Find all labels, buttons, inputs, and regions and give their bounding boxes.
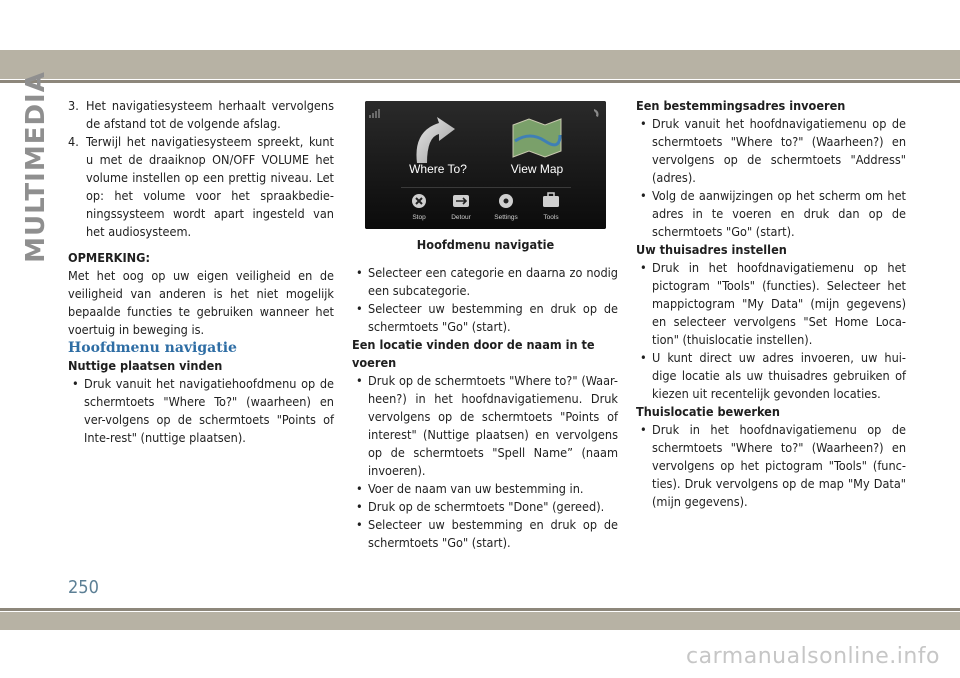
step-3: 3. Het navigatiesysteem herhaalt vervolgens de afstand tot de volgende afslag. xyxy=(68,98,334,131)
bullet-item: • Druk vanuit het navigatiehoofdmenu op de schermtoets "Where To?" (waarheen) en ver-volgens op de schermtoets "Points of Inte-rest" (nuttige plaatsen). xyxy=(72,376,334,445)
settings-icon xyxy=(499,194,513,208)
step-4: 4. Terwijl het navigatiesysteem spreekt, kunt u met de draaiknop ON/OFF VOLUME het volume instellen op een prettig niveau. Let op: het volume voor het spraakbedie-ningssysteem wordt apart ingesteld van het audiosysteem. xyxy=(68,134,334,239)
bullet-item: • Volg de aanwijzingen op het scherm om het adres in te voeren en druk dan op de schermtoets "Go" (start). xyxy=(640,188,906,239)
sub-heading: Nuttige plaatsen vinden xyxy=(68,358,223,373)
figure-caption: Hoofdmenu navigatie xyxy=(416,237,555,252)
note-text: Met het oog op uw eigen veiligheid en de veiligheid van anderen is het niet mogelijk bepaalde functies te gebruiken wanneer het voertuig in beweging is. xyxy=(68,268,334,337)
bullet-item: • Druk in het hoofdnavigatiemenu op de schermtoets "Where to?" (Waarheen?) en vervolgens op het pictogram "Tools" (func-ties). Druk vervolgens op de map "My Data" (mijn gegevens). xyxy=(640,422,906,509)
column-2 xyxy=(352,264,618,552)
section-side-label xyxy=(20,71,52,263)
bullet-item: • Druk op de schermtoets "Done" (gereed). xyxy=(356,499,605,514)
footer-band xyxy=(0,612,960,630)
bullet-item: • U kunt direct uw adres invoeren, uw hui-dige locatie als uw thuisadres gebruiken of kiezen uit recentelijk gevonden locaties. xyxy=(640,350,906,401)
sub-heading: Een bestemmingsadres invoeren xyxy=(636,98,846,113)
map-icon xyxy=(513,119,561,157)
section-title: Hoofdmenu navigatie xyxy=(68,340,237,356)
view-map-label: View Map xyxy=(510,162,564,176)
stop-label: Stop xyxy=(412,214,426,221)
bullet-item: • Selecteer uw bestemming en druk op de schermtoets "Go" (start). xyxy=(356,301,618,334)
sub-heading: Uw thuisadres instellen xyxy=(636,242,787,257)
where-to-label: Where To? xyxy=(409,162,467,176)
tools-label: Tools xyxy=(543,214,559,221)
navigation-screen-image xyxy=(365,101,606,229)
header-rule xyxy=(0,80,960,83)
bullet-item: • Selecteer uw bestemming en druk op de schermtoets "Go" (start). xyxy=(356,517,618,550)
page-number: 250 xyxy=(68,577,99,598)
bullet-item: • Voer de naam van uw bestemming in. xyxy=(356,481,584,496)
bullet-item: • Druk op de schermtoets "Where to?" (Waar-heen?) in het hoofdnavigatiemenu. Druk vervolgens op de schermtoets "Points of interest" (Nuttige plaatsen) en vervolgens op de schermtoets "Spell Name” (naam invoeren). xyxy=(356,373,618,478)
sub-heading: Thuislocatie bewerken xyxy=(636,404,780,419)
header-band xyxy=(0,50,960,79)
note-heading: OPMERKING: xyxy=(68,250,150,265)
bullet-item: • Selecteer een categorie en daarna zo nodig een subcategorie. xyxy=(356,265,618,298)
sub-heading: Een locatie vinden door de naam in te voeren xyxy=(352,337,595,370)
stop-icon xyxy=(412,194,426,208)
bullet-item: • Druk in het hoofdnavigatiemenu op het pictogram "Tools" (functies). Selecteer het mappictogram "My Data" (mijn gegevens) en selecteer vervolgens "Set Home Loca-tion" (thuislocatie instellen). xyxy=(640,260,906,347)
side-label-text: MULTIMEDIA xyxy=(21,71,52,263)
column-3 xyxy=(636,97,906,511)
nav-screen-svg xyxy=(365,101,606,229)
footer-rule xyxy=(0,608,960,611)
detour-icon xyxy=(453,195,469,207)
watermark-text: carmanualsonline.info xyxy=(686,644,940,669)
bullet-item: • Druk vanuit het hoofdnavigatiemenu op de schermtoets "Where to?" (Waarheen?) en vervolgens op de schermtoets "Address" (adres). xyxy=(640,116,906,185)
detour-label: Detour xyxy=(451,214,471,221)
settings-label: Settings xyxy=(494,214,518,221)
column-1 xyxy=(68,97,334,447)
